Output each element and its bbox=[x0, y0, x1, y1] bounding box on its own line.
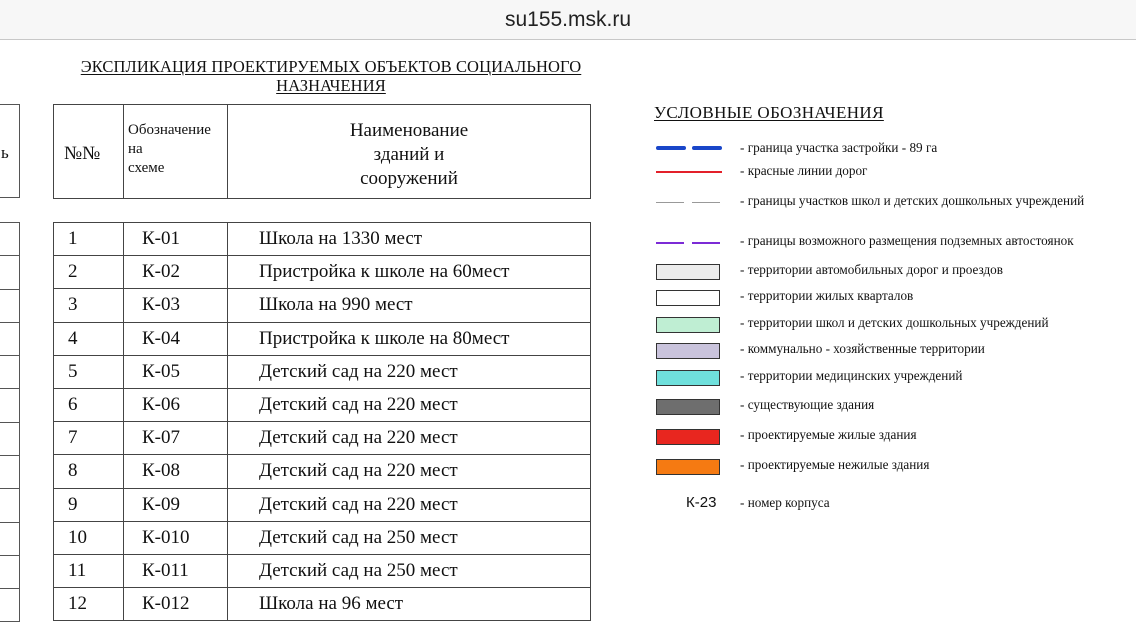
row-name: Детский сад на 220 мест bbox=[228, 455, 591, 488]
header-code: Обозначение на схеме bbox=[124, 105, 228, 198]
table-header bbox=[53, 104, 591, 199]
legend-item-label: - существующие здания bbox=[740, 397, 875, 412]
row-code: К-01 bbox=[124, 223, 228, 256]
legend-swatch bbox=[656, 317, 720, 333]
table-row bbox=[54, 322, 591, 355]
header-name: Наименование зданий и сооружений bbox=[349, 120, 469, 189]
legend-swatch bbox=[656, 370, 720, 386]
legend-swatch bbox=[656, 290, 720, 306]
legend-item-label: - границы участков школ и детских дошкольных учреждений bbox=[740, 193, 1085, 208]
row-number: 1 bbox=[54, 223, 124, 256]
row-name: Школа на 1330 мест bbox=[228, 223, 591, 256]
row-number: 2 bbox=[54, 256, 124, 289]
table-row bbox=[54, 422, 591, 455]
row-number: 6 bbox=[54, 388, 124, 421]
legend-item-label: - территории жилых кварталов bbox=[740, 288, 914, 303]
legend-item-label: - номер корпуса bbox=[740, 495, 830, 510]
row-code: К-03 bbox=[124, 289, 228, 322]
legend-line-symbol bbox=[656, 233, 722, 253]
table-row bbox=[54, 223, 591, 256]
row-name: Пристройка к школе на 80мест bbox=[228, 322, 591, 355]
left-table-fragment-rows bbox=[0, 222, 20, 622]
row-name: Детский сад на 250 мест bbox=[228, 554, 591, 587]
row-name: Детский сад на 220 мест bbox=[228, 388, 591, 421]
legend-line-symbol bbox=[656, 140, 722, 160]
legend-swatch bbox=[656, 264, 720, 280]
row-number: 5 bbox=[54, 355, 124, 388]
row-name: Школа на 990 мест bbox=[228, 289, 591, 322]
table-row bbox=[54, 588, 591, 621]
legend-item bbox=[640, 341, 1120, 371]
header-number: №№ bbox=[54, 105, 124, 198]
legend-item-label: - территории школ и детских дошкольных учреждений bbox=[740, 315, 1049, 330]
row-number: 8 bbox=[54, 455, 124, 488]
left-table-fragment-header bbox=[0, 104, 20, 198]
row-name: Детский сад на 220 мест bbox=[228, 488, 591, 521]
table-row bbox=[54, 289, 591, 322]
legend-item bbox=[640, 457, 1120, 487]
legend-item bbox=[640, 193, 1120, 223]
row-code: К-012 bbox=[124, 588, 228, 621]
legend-item bbox=[640, 397, 1120, 427]
row-number: 10 bbox=[54, 521, 124, 554]
legend-line-symbol bbox=[656, 193, 722, 213]
legend-item bbox=[640, 163, 1120, 193]
row-number: 4 bbox=[54, 322, 124, 355]
legend-item bbox=[640, 288, 1120, 318]
legend-swatch bbox=[656, 343, 720, 359]
legend-swatch bbox=[656, 399, 720, 415]
row-number: 12 bbox=[54, 588, 124, 621]
legend-item bbox=[640, 368, 1120, 398]
row-name: Школа на 96 мест bbox=[228, 588, 591, 621]
legend-line-symbol bbox=[656, 163, 722, 183]
row-name: Детский сад на 250 мест bbox=[228, 521, 591, 554]
title-line-2: НАЗНАЧЕНИЯ bbox=[276, 76, 386, 95]
legend-item-label: - красные линии дорог bbox=[740, 163, 868, 178]
row-code: К-010 bbox=[124, 521, 228, 554]
row-code: К-05 bbox=[124, 355, 228, 388]
legend-item bbox=[640, 427, 1120, 457]
legend-item-label: - территории медицинских учреждений bbox=[740, 368, 963, 383]
legend-item bbox=[640, 233, 1120, 263]
legend-swatch bbox=[656, 459, 720, 475]
row-number: 3 bbox=[54, 289, 124, 322]
title-line-1: ЭКСПЛИКАЦИЯ ПРОЕКТИРУЕМЫХ ОБЪЕКТОВ СОЦИАЛЬНОГО bbox=[80, 57, 582, 76]
row-code: К-06 bbox=[124, 388, 228, 421]
row-name: Пристройка к школе на 60мест bbox=[228, 256, 591, 289]
table-row bbox=[54, 455, 591, 488]
browser-url-bar[interactable] bbox=[0, 0, 1136, 40]
table-row bbox=[54, 554, 591, 587]
row-number: 7 bbox=[54, 422, 124, 455]
row-number: 11 bbox=[54, 554, 124, 587]
row-code: К-04 bbox=[124, 322, 228, 355]
legend-title: УСЛОВНЫЕ ОБОЗНАЧЕНИЯ bbox=[654, 103, 884, 122]
row-code: К-011 bbox=[124, 554, 228, 587]
table-row bbox=[54, 256, 591, 289]
table-row bbox=[54, 355, 591, 388]
legend-item-label: - территории автомобильных дорог и проездов bbox=[740, 262, 1004, 277]
explication-title bbox=[54, 57, 608, 95]
legend-item-label: - коммунально - хозяйственные территории bbox=[740, 341, 985, 356]
row-code: К-02 bbox=[124, 256, 228, 289]
row-number: 9 bbox=[54, 488, 124, 521]
legend-item-label: - граница участка застройки - 89 га bbox=[740, 140, 938, 155]
url-text[interactable]: su155.msk.ru bbox=[504, 8, 632, 31]
table-row bbox=[54, 388, 591, 421]
table-row bbox=[54, 521, 591, 554]
row-name: Детский сад на 220 мест bbox=[228, 355, 591, 388]
objects-table bbox=[53, 222, 591, 621]
row-code: К-09 bbox=[124, 488, 228, 521]
legend-item-label: - проектируемые нежилые здания bbox=[740, 457, 930, 472]
row-name: Детский сад на 220 мест bbox=[228, 422, 591, 455]
left-fragment-glyph: ь bbox=[1, 143, 9, 162]
legend-item-label: - границы возможного размещения подземных автостоянок bbox=[740, 233, 1074, 248]
table-row bbox=[54, 488, 591, 521]
corpus-number-sample: К-23 bbox=[686, 494, 717, 511]
legend-item-label: - проектируемые жилые здания bbox=[740, 427, 917, 442]
legend-swatch bbox=[656, 429, 720, 445]
row-code: К-08 bbox=[124, 455, 228, 488]
legend-item-corpus bbox=[640, 495, 1120, 525]
row-code: К-07 bbox=[124, 422, 228, 455]
